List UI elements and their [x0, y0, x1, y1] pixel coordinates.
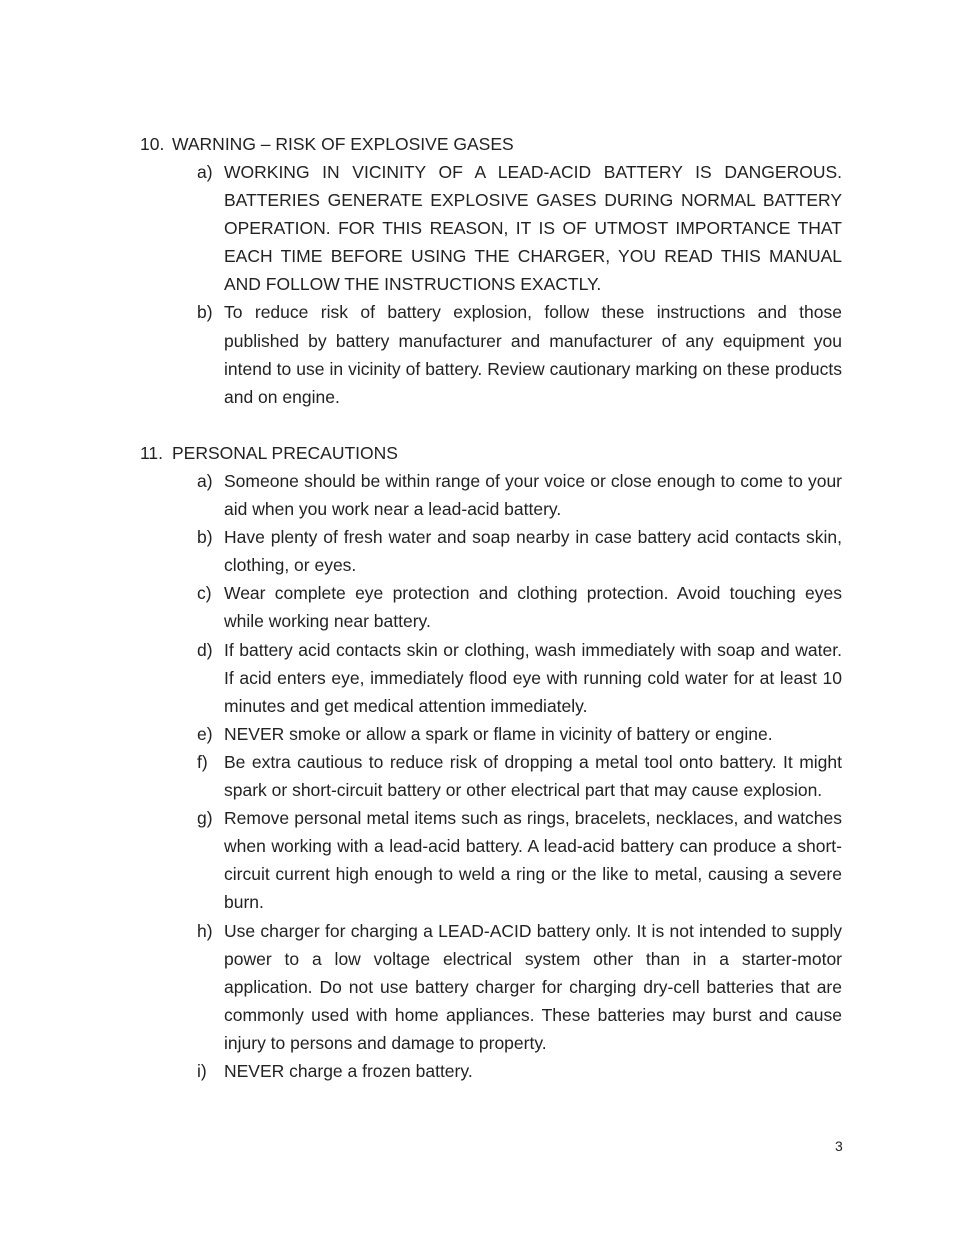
item-text: Someone should be within range of your voice or close enough to come to your aid when you work near a lead-acid battery. — [224, 471, 842, 520]
item-text: NEVER charge a frozen battery. — [224, 1060, 473, 1081]
list-item — [140, 1057, 842, 1085]
item-text: Have plenty of fresh water and soap nearby in case battery acid contacts skin, clothing, or eyes. — [224, 527, 842, 576]
item-letter: b) — [197, 302, 213, 323]
item-text: NEVER smoke or allow a spark or flame in vicinity of battery or engine. — [224, 723, 773, 744]
section-title: WARNING – RISK OF EXPLOSIVE GASES — [172, 134, 514, 154]
item-letter: b) — [197, 527, 213, 548]
item-letter: a) — [197, 471, 213, 491]
list-item — [140, 917, 842, 1057]
list-item — [140, 636, 842, 720]
section-personal-precautions — [140, 439, 842, 1085]
item-text: WORKING IN VICINITY OF A LEAD-ACID BATTERY IS DANGEROUS. BATTERIES GENERATE EXPLOSIVE GASES DURING NORMAL BATTERY OPERATION. FOR THIS REASON, IT IS OF UTMOST IMPORTANCE THAT EACH TIME BEFORE USING THE CHARGER, YOU READ THIS MANUAL AND FOLLOW THE INSTRUCTIONS EXACTLY. — [224, 162, 842, 295]
list-item — [140, 158, 842, 298]
item-list — [140, 158, 842, 411]
item-text: Be extra cautious to reduce risk of dropping a metal tool onto battery. It might spark or short-circuit battery or other electrical part that may cause explosion. — [224, 751, 842, 801]
item-letter: g) — [197, 808, 213, 829]
page-number: 3 — [835, 1138, 843, 1154]
section-warning-explosive-gases — [140, 130, 842, 411]
list-item — [140, 720, 842, 748]
section-number: 10. — [140, 134, 165, 154]
list-item — [140, 579, 842, 635]
section-heading — [140, 439, 842, 467]
item-text: Wear complete eye protection and clothing protection. Avoid touching eyes while working near battery. — [224, 583, 842, 632]
item-text: To reduce risk of battery explosion, follow these instructions and those published by battery manufacturer and manufacturer of any equipment you intend to use in vicinity of battery. Review cautionary marking on these products and on engine. — [224, 302, 842, 407]
item-text: Use charger for charging a LEAD-ACID battery only. It is not intended to supply power to a low voltage electrical system other than in a starter-motor application. Do not use battery charger for charging dry-cell batteries that are commonly used with home appliances. These batteries may burst and cause injury to persons and damage to property. — [224, 920, 842, 1053]
list-item — [140, 298, 842, 410]
section-heading — [140, 130, 842, 158]
list-item — [140, 523, 842, 579]
item-text: If battery acid contacts skin or clothing, wash immediately with soap and water. If acid enters eye, immediately flood eye with running cold water for at least 10 minutes and get medical attention immediately. — [224, 639, 842, 716]
item-list — [140, 467, 842, 1085]
item-text: Remove personal metal items such as rings, bracelets, necklaces, and watches when working with a lead-acid battery. A lead-acid battery can produce a short-circuit current high enough to weld a ring or the like to metal, causing a severe burn. — [224, 808, 842, 913]
list-item — [140, 748, 842, 804]
item-letter: f) — [197, 751, 208, 772]
list-item — [140, 804, 842, 916]
item-letter: e) — [197, 723, 213, 744]
list-item — [140, 467, 842, 523]
item-letter: d) — [197, 639, 213, 660]
item-letter: c) — [197, 583, 212, 604]
item-letter: h) — [197, 920, 213, 941]
section-title: PERSONAL PRECAUTIONS — [172, 443, 398, 463]
section-number: 11. — [140, 443, 164, 463]
item-letter: i) — [197, 1060, 207, 1081]
item-letter: a) — [197, 162, 213, 182]
